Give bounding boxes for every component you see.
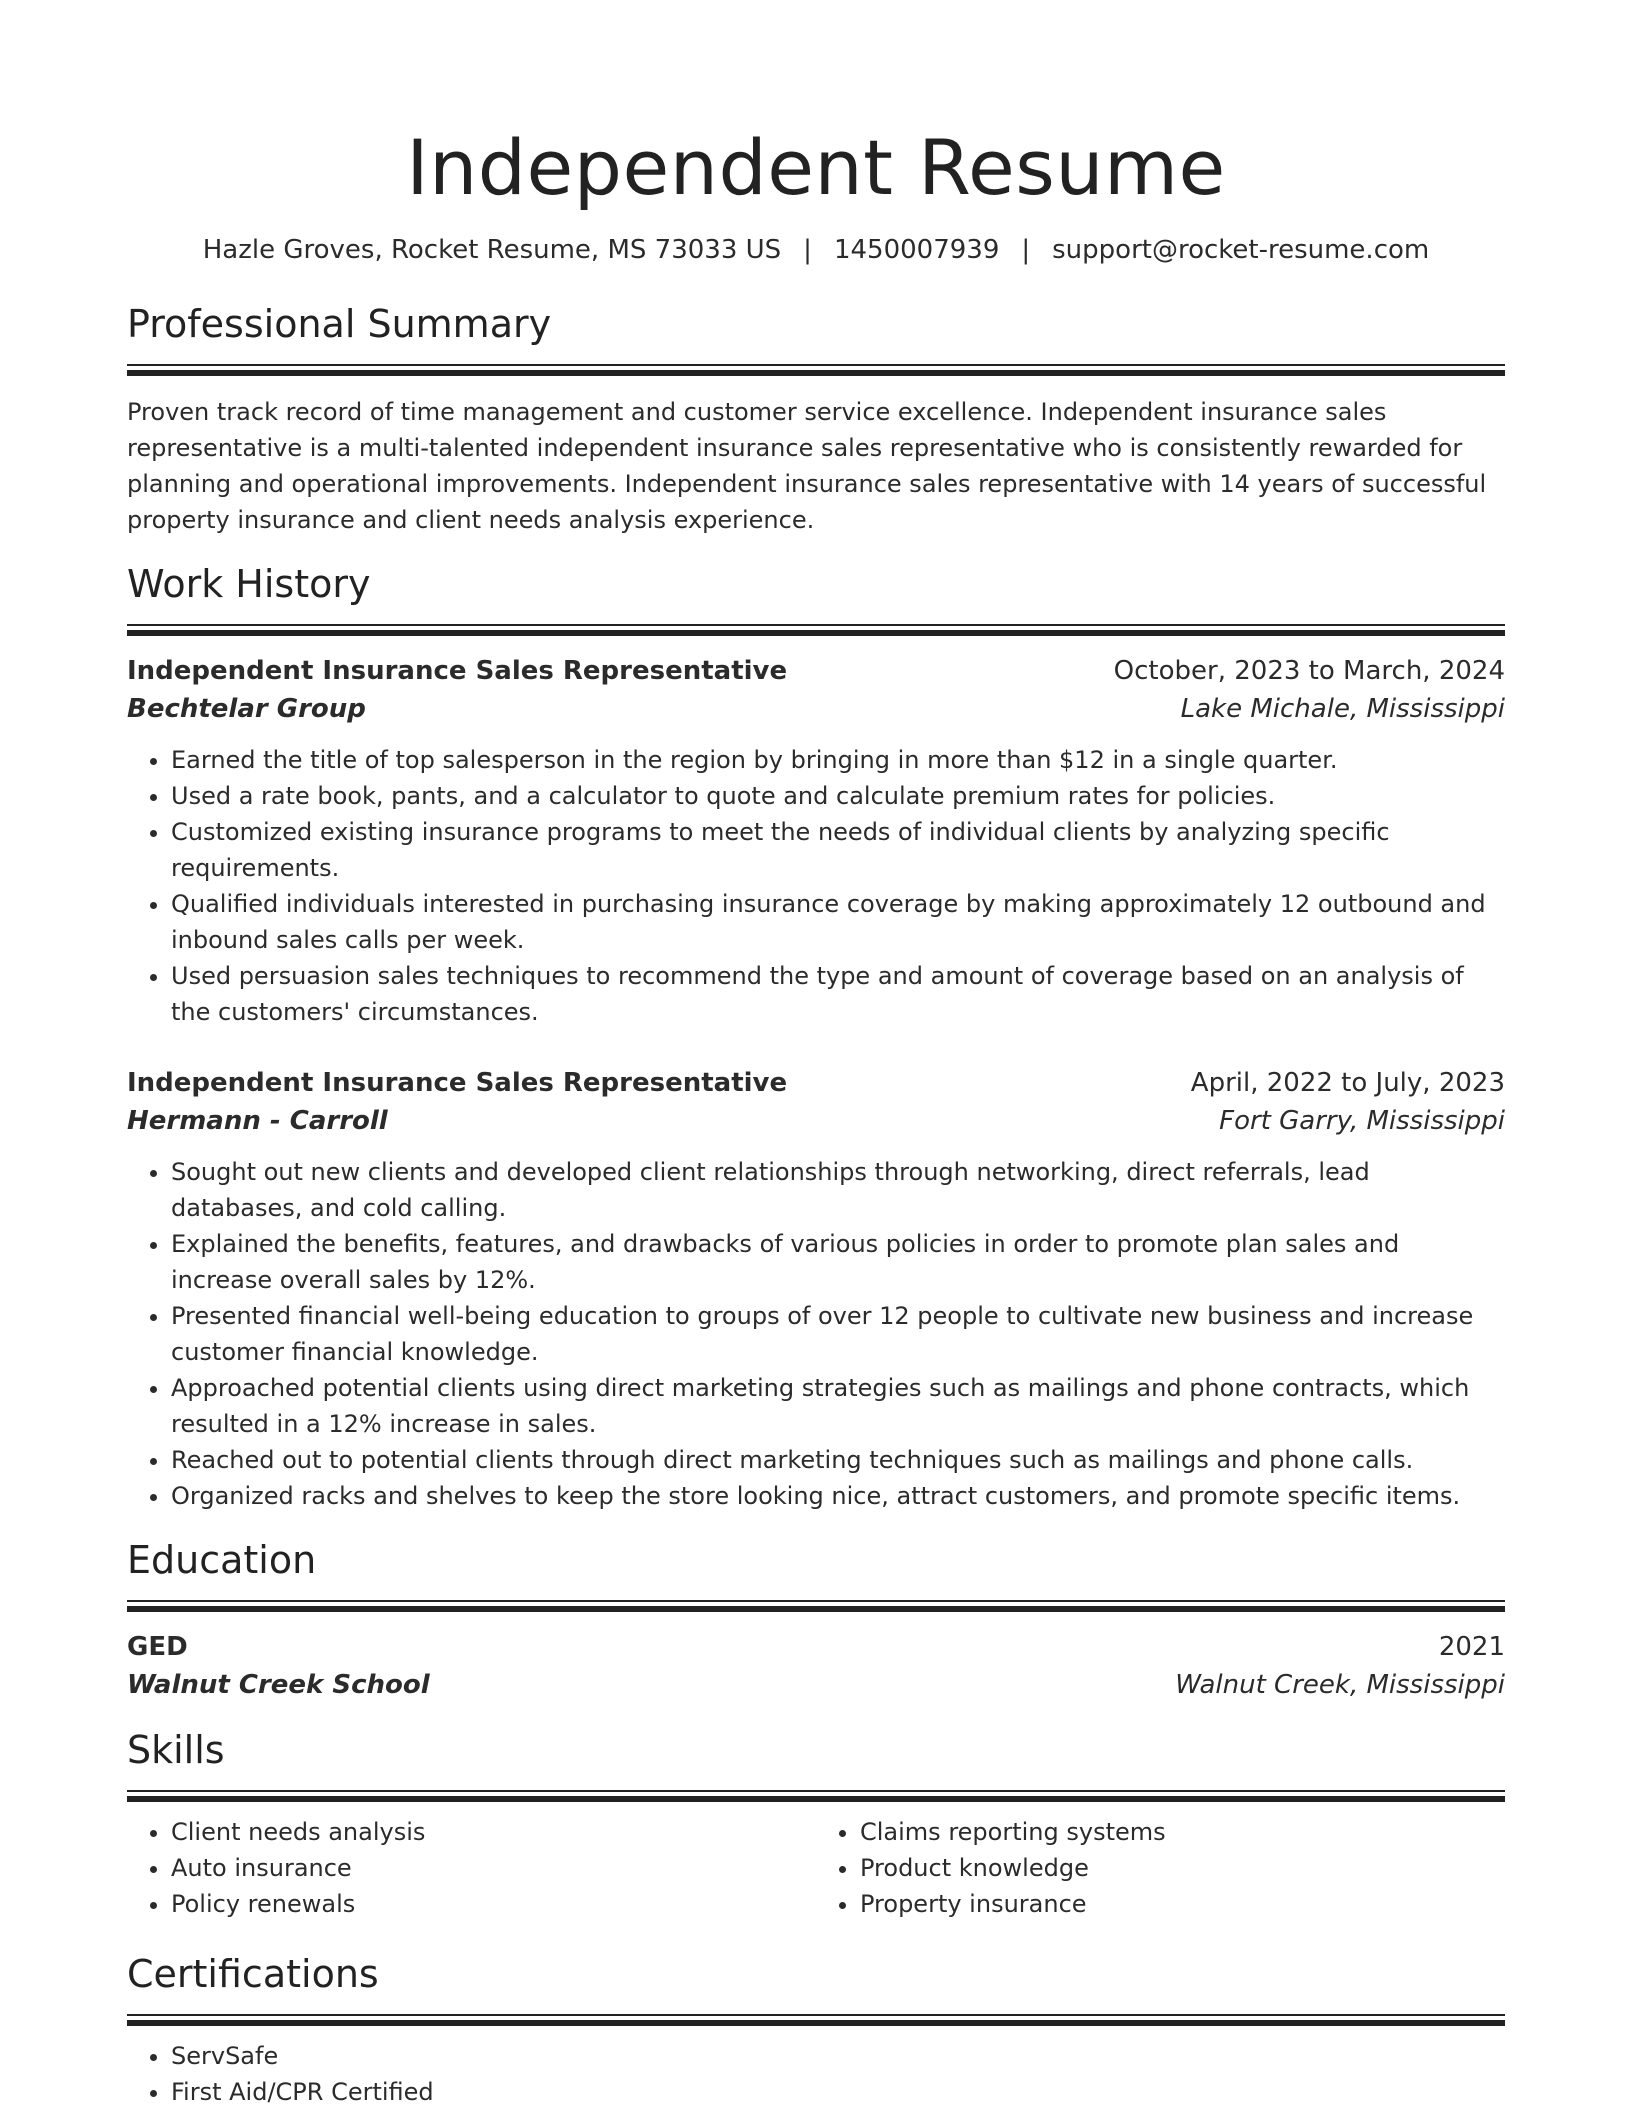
contact-email: support@rocket-resume.com — [1052, 235, 1430, 265]
job-bullets — [127, 742, 1505, 1030]
list-item: • Qualified individuals interested in purchasing insurance coverage by making approximately 12 outbound and inbound sales calls per week. — [171, 886, 1505, 958]
list-item: • Used a rate book, pants, and a calculator to quote and calculate premium rates for policies. — [171, 778, 1505, 814]
list-item: • Organized racks and shelves to keep the store looking nice, attract customers, and promote specific items. — [171, 1478, 1505, 1514]
list-item: • ServSafe — [171, 2038, 1505, 2074]
skills-columns — [127, 1814, 1505, 1922]
list-item: • Product knowledge — [860, 1850, 1505, 1886]
list-item: • Customized existing insurance programs to meet the needs of individual clients by analyzing specific requirements. — [171, 814, 1505, 886]
section-divider — [127, 1600, 1505, 1610]
list-item: • Earned the title of top salesperson in the region by bringing in more than $12 in a single quarter. — [171, 742, 1505, 778]
job-location: Fort Garry, Mississippi — [1219, 1106, 1505, 1136]
work-history-section — [127, 558, 1505, 1514]
resume-title: Independent Resume — [406, 123, 1226, 212]
contact-separator: | — [1021, 235, 1031, 265]
job-title: Independent Insurance Sales Representative — [127, 1068, 788, 1098]
skills-right-column — [816, 1814, 1505, 1922]
section-heading: Work History — [127, 562, 371, 606]
job-dates: April, 2022 to July, 2023 — [1190, 1068, 1505, 1098]
section-heading: Education — [127, 1538, 317, 1582]
contact-separator: | — [803, 235, 812, 265]
summary-section — [127, 298, 1505, 538]
list-item: • Property insurance — [860, 1886, 1505, 1922]
education-degree: GED — [127, 1632, 188, 1662]
job-entry — [127, 1064, 1505, 1514]
skills-section — [127, 1724, 1505, 1922]
job-entry — [127, 652, 1505, 1030]
education-school: Walnut Creek School — [127, 1670, 430, 1700]
education-year: 2021 — [1438, 1632, 1505, 1662]
list-item: • First Aid/CPR Certified — [171, 2074, 1505, 2110]
section-divider — [127, 364, 1505, 374]
education-section — [127, 1534, 1505, 1704]
list-item: • Presented financial well-being education to groups of over 12 people to cultivate new business and increase customer financial knowledge. — [171, 1298, 1505, 1370]
education-entry — [127, 1628, 1505, 1704]
certifications-list — [127, 2038, 1505, 2110]
section-heading: Professional Summary — [127, 302, 552, 346]
list-item: • Policy renewals — [171, 1886, 816, 1922]
job-dates: October, 2023 to March, 2024 — [1113, 656, 1505, 686]
list-item: • Auto insurance — [171, 1850, 816, 1886]
list-item: • Explained the benefits, features, and drawbacks of various policies in order to promote plan sales and increase overall sales by 12%. — [171, 1226, 1505, 1298]
job-title: Independent Insurance Sales Representative — [127, 656, 788, 686]
contact-address: Hazle Groves, Rocket Resume, MS 73033 US — [202, 235, 782, 265]
contact-line — [127, 232, 1505, 268]
job-bullets — [127, 1154, 1505, 1514]
list-item: • Used persuasion sales techniques to recommend the type and amount of coverage based on an analysis of the customers' circumstances. — [171, 958, 1505, 1030]
list-item: • Claims reporting systems — [860, 1814, 1505, 1850]
job-location: Lake Michale, Mississippi — [1180, 694, 1505, 724]
section-divider — [127, 624, 1505, 634]
job-company: Hermann - Carroll — [127, 1106, 388, 1136]
section-heading: Skills — [127, 1728, 225, 1772]
education-location: Walnut Creek, Mississippi — [1175, 1670, 1505, 1700]
section-divider — [127, 2014, 1505, 2024]
section-divider — [127, 1790, 1505, 1800]
list-item: • Sought out new clients and developed client relationships through networking, direct referrals, lead databases, and cold calling. — [171, 1154, 1505, 1226]
list-item: • Approached potential clients using direct marketing strategies such as mailings and phone contracts, which resulted in a 12% increase in sales. — [171, 1370, 1505, 1442]
contact-phone: 1450007939 — [833, 235, 1000, 265]
list-item: • Reached out to potential clients through direct marketing techniques such as mailings and phone calls. — [171, 1442, 1505, 1478]
summary-text: Proven track record of time management and customer service excellence. Independent insurance sales representative is a multi-talented independent insurance sales representative who is consistently rewarded for planning and operational improvements. Independent insurance sales representative with 14 years of successful property insurance and client needs analysis experience. — [127, 398, 1487, 534]
job-company: Bechtelar Group — [127, 694, 366, 724]
section-heading: Certifications — [127, 1952, 379, 1996]
certifications-section — [127, 1948, 1505, 2110]
list-item: • Client needs analysis — [171, 1814, 816, 1850]
skills-left-column — [127, 1814, 816, 1922]
